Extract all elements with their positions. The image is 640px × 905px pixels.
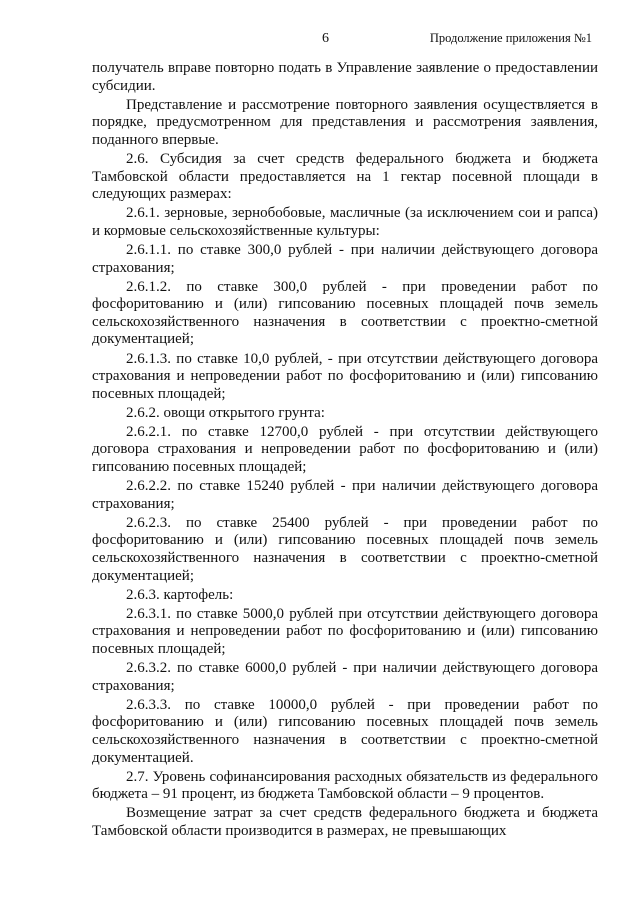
paragraph-2-6-3-2: 2.6.3.2. по ставке 6000,0 рублей - при наличии действующего договора страхования; xyxy=(92,660,598,694)
paragraph-2-6-2-3: 2.6.2.3. по ставке 25400 рублей - при проведении работ по фосфоритованию и (или) гипсованию посевных площадей почв земель сельскохозяйственного назначения в соответствии с проектно-сметной документацией; xyxy=(92,514,598,584)
paragraph-2-6: 2.6. Субсидия за счет средств федерального бюджета и бюджета Тамбовской области предоставляется на 1 гектар посевной площади в следующих размерах: xyxy=(92,150,598,203)
document-body xyxy=(92,60,598,841)
paragraph-2-6-2-1: 2.6.2.1. по ставке 12700,0 рублей - при отсутствии действующего договора страхования и непроведении работ по фосфоритованию и (или) гипсованию посевных площадей; xyxy=(92,423,598,476)
paragraph-2-6-2: 2.6.2. овощи открытого грунта: xyxy=(126,404,325,421)
paragraph-continuation: получатель вправе повторно подать в Управление заявление о предоставлении субсидии. xyxy=(92,60,598,94)
paragraph-2-6-3: 2.6.3. картофель: xyxy=(126,586,234,603)
paragraph-2-6-1-3: 2.6.1.3. по ставке 10,0 рублей, - при отсутствии действующего договора страхования и непроведении работ по фосфоритованию и (или) гипсованию посевных площадей; xyxy=(92,350,598,402)
paragraph-2-7: 2.7. Уровень софинансирования расходных обязательств из федерального бюджета – 91 процент, из бюджета Тамбовской области – 9 процентов. xyxy=(92,768,598,803)
page-number: 6 xyxy=(322,31,329,46)
paragraph-2-6-3-3: 2.6.3.3. по ставке 10000,0 рублей - при проведении работ по фосфоритованию и (или) гипсованию посевных площадей почв земель сельскохозяйственного назначения в соответствии с проектно-сметной документацией. xyxy=(92,696,598,766)
appendix-continuation-note: Продолжение приложения №1 xyxy=(429,31,592,45)
paragraph-reimbursement: Возмещение затрат за счет средств федерального бюджета и бюджета Тамбовской области производится в размерах, не превышающих xyxy=(92,805,598,839)
paragraph-2-6-3-1: 2.6.3.1. по ставке 5000,0 рублей при отсутствии действующего договора страхования и непроведении работ по фосфоритованию и (или) гипсованию посевных площадей; xyxy=(92,605,598,657)
paragraph-2-6-2-2: 2.6.2.2. по ставке 15240 рублей - при наличии действующего договора страхования; xyxy=(92,478,598,512)
paragraph-2-6-1: 2.6.1. зерновые, зернобобовые, масличные (за исключением сои и рапса) и кормовые сельскохозяйственные культуры: xyxy=(92,205,598,239)
paragraph-resubmission: Представление и рассмотрение повторного заявления осуществляется в порядке, предусмотренном для представления и рассмотрения заявления, поданного впервые. xyxy=(92,96,598,148)
paragraph-2-6-1-1: 2.6.1.1. по ставке 300,0 рублей - при наличии действующего договора страхования; xyxy=(92,241,598,276)
paragraph-2-6-1-2: 2.6.1.2. по ставке 300,0 рублей - при проведении работ по фосфоритованию и (или) гипсованию посевных площадей почв земель сельскохозяйственного назначения в соответствии с проектно-сметной документацией; xyxy=(92,278,598,348)
